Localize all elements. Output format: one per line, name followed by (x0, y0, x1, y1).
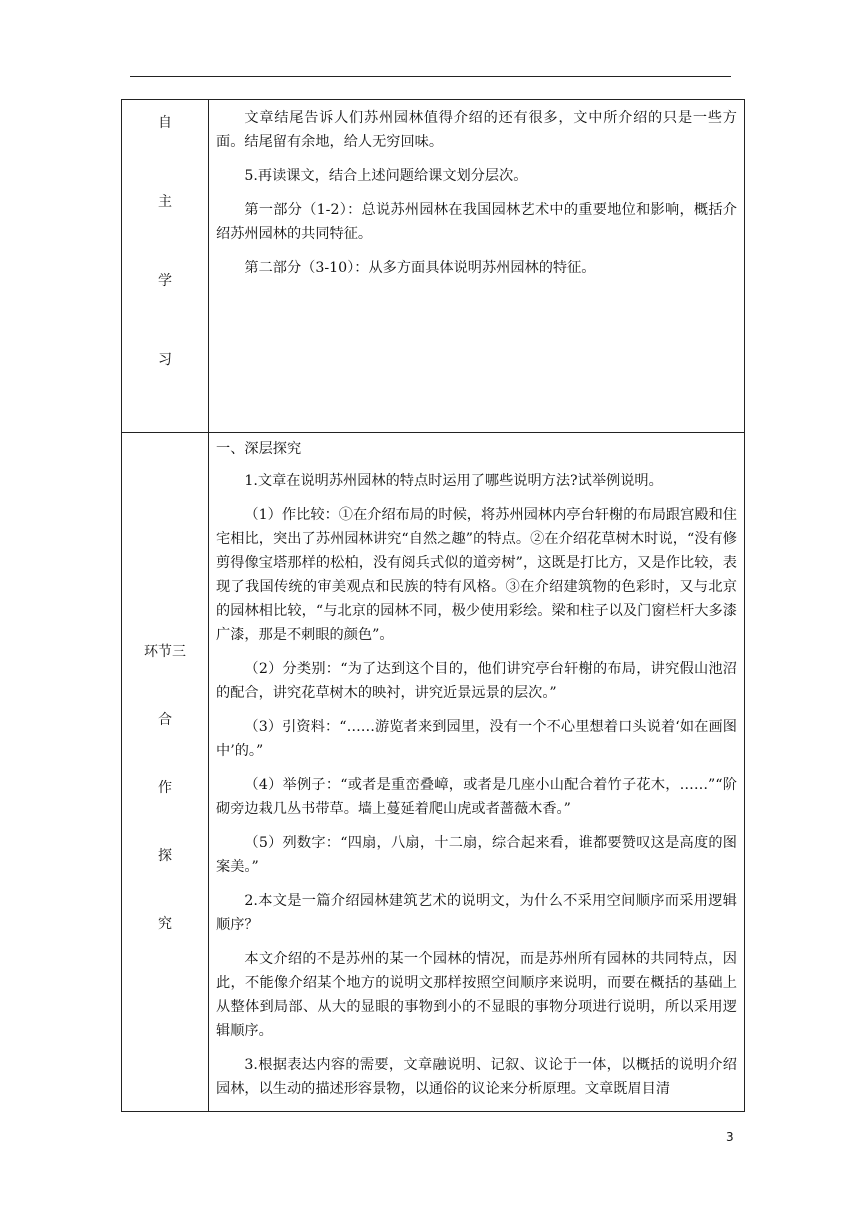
paragraph: （5）列数字：“四扇，八扇，十二扇，综合起来看，谁都要赞叹这是高度的图案美。” (216, 835, 737, 875)
label-char: 究 (158, 916, 172, 932)
section-content-cell (209, 100, 745, 433)
paragraph: （3）引资料：“……游览者来到园里，没有一个不心里想着口头说着‘如在画图中’的。” (216, 719, 737, 759)
section-content-cell (209, 433, 745, 1112)
paragraph: （4）举例子：“或者是重峦叠嶂，或者是几座小山配合着竹子花木，……”“阶砌旁边栽几丛书带草。墙上蔓延着爬山虎或者蔷薇木香。” (216, 777, 737, 817)
section-label-cell (122, 100, 209, 433)
paragraph: 第二部分（3-10）：从多方面具体说明苏州园林的特征。 (244, 260, 596, 276)
section-content-cooperative-inquiry (209, 433, 744, 1101)
label-char: 作 (158, 780, 172, 796)
paragraph: 5.再读课文，结合上述问题给课文划分层次。 (244, 168, 528, 184)
paragraph: 1.文章在说明苏州园林的特点时运用了哪些说明方法?试举例说明。 (244, 473, 663, 489)
label-char: 主 (158, 194, 172, 210)
label-char: 学 (158, 273, 172, 289)
lesson-table (121, 99, 745, 1112)
label-char: 自 (158, 115, 172, 131)
section-label-cell (122, 433, 209, 1112)
page-number: 3 (726, 1130, 734, 1144)
paragraph: 本文介绍的不是苏州的某一个园林的情况，而是苏州所有园林的共同特点，因此，不能像介绍某个地方的说明文那样按照空间顺序来说明，而要在概括的基础上从整体到局部、从大的显眼的事物到小的不显眼的事物分项进行说明，所以采用逻辑顺序。 (216, 951, 737, 1039)
label-char: 探 (158, 848, 172, 864)
section-heading: 一、深层探究 (216, 441, 302, 457)
paragraph: 第一部分（1-2）：总说苏州园林在我国园林艺术中的重要地位和影响，概括介绍苏州园林的共同特征。 (216, 202, 737, 242)
table-row-self-study (122, 100, 745, 433)
table-row-cooperative-inquiry (122, 433, 745, 1112)
paragraph: （1）作比较：①在介绍布局的时候，将苏州园林内亭台轩榭的布局跟宫殿和住宅相比，突出了苏州园林讲究“自然之趣”的特点。②在介绍花草树木时说，“没有修剪得像宝塔那样的松柏，没有阅兵式似的道旁树”，这既是打比方，又是作比较，表现了我国传统的审美观点和民族的特有风格。③在介绍建筑物的色彩时，又与北京的园林相比较，“与北京的园林不同，极少使用彩绘。梁和柱子以及门窗栏杆大多漆广漆，那是不刺眼的颜色”。 (216, 507, 737, 643)
label-char: 合 (158, 712, 172, 728)
label-char: 习 (158, 352, 172, 368)
paragraph: 3.根据表达内容的需要，文章融说明、记叙、议论于一体，以概括的说明介绍园林，以生动的描述形容景物，以通俗的议论来分析原理。文章既眉目清 (216, 1057, 737, 1097)
section-label-cooperative-inquiry (122, 433, 208, 985)
paragraph: 文章结尾告诉人们苏州园林值得介绍的还有很多，文中所介绍的只是一些方面。结尾留有余地，给人无穷回味。 (216, 110, 737, 150)
section-content-self-study (209, 100, 744, 280)
paragraph: 2.本文是一篇介绍园林建筑艺术的说明文，为什么不采用空间顺序而采用逻辑顺序？ (216, 893, 737, 933)
label-char: 环节三 (144, 644, 186, 660)
section-label-self-study (122, 100, 208, 432)
header-rule (130, 76, 731, 77)
paragraph: （2）分类别：“为了达到这个目的，他们讲究亭台轩榭的布局，讲究假山池沼的配合，讲究花草树木的映衬，讲究近景远景的层次。” (216, 661, 737, 701)
